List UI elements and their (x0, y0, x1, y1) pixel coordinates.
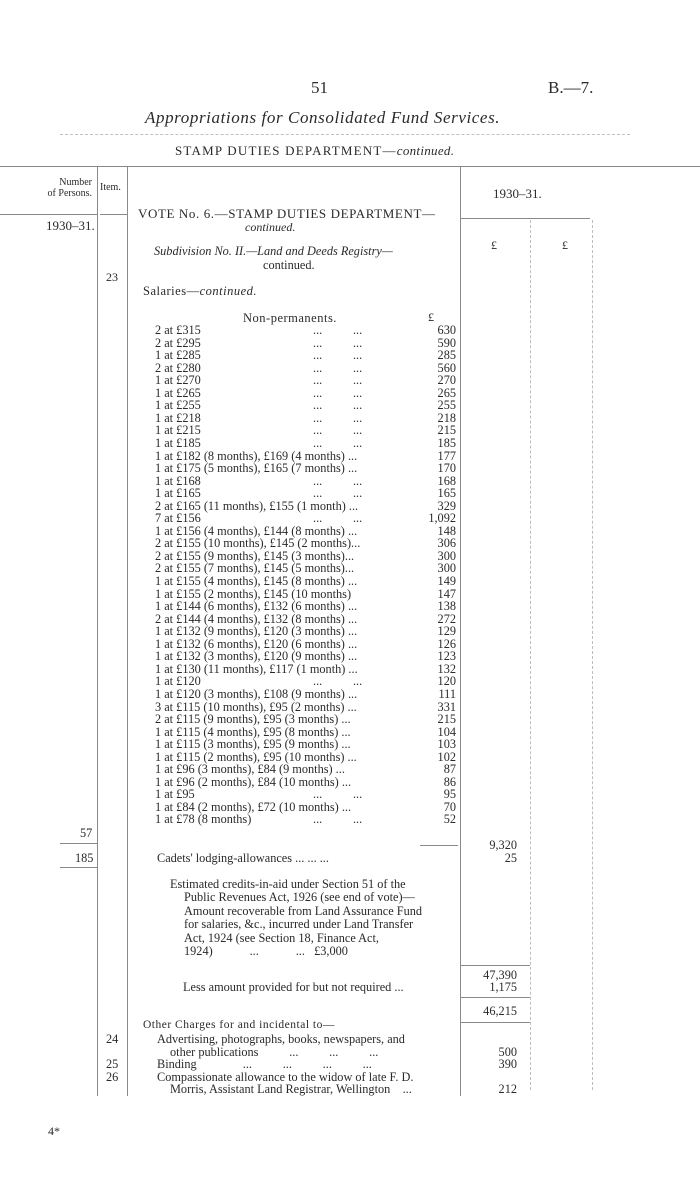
salary-row-amount: 177 (437, 448, 456, 463)
other-charge-text: Morris, Assistant Land Registrar, Wellington ... (170, 1082, 412, 1097)
less-label: Less amount provided for but not required ... (183, 980, 404, 994)
salary-row-amount: 123 (437, 649, 456, 664)
col-divider-amount-dashed (530, 220, 531, 1090)
salary-row-amount: 329 (437, 498, 456, 513)
subtotal-rule (460, 965, 530, 966)
salary-row-label: 1 at £215 (155, 423, 201, 438)
salary-row-label: 1 at £218 (155, 410, 201, 425)
salary-row-label: 2 at £155 (7 months), £145 (5 months)... (155, 561, 355, 576)
salary-row-amount: 87 (443, 762, 456, 777)
col-divider-right-dashed (592, 220, 593, 1090)
salary-row-label: 1 at £155 (4 months), £145 (8 months) ... (155, 574, 358, 588)
salary-row-amount: 215 (437, 423, 456, 438)
net-total-rule-top (460, 997, 530, 998)
salary-row-amount: 149 (437, 574, 456, 588)
salary-row-label: 1 at £155 (2 months), £145 (10 months) (155, 586, 352, 601)
col-divider-amount (460, 166, 461, 1096)
salary-row-label: 1 at £84 (2 months), £72 (10 months) ... (155, 799, 352, 814)
other-charge-amount: 390 (498, 1057, 517, 1072)
salary-row-label: 1 at £156 (4 months), £144 (8 months) ... (155, 523, 358, 538)
department-heading: STAMP DUTIES DEPARTMENT—continued. (175, 143, 455, 158)
salary-row-leader: ... ... (313, 373, 363, 388)
salary-row-label: 1 at £130 (11 months), £117 (1 month) ... (155, 661, 358, 676)
salary-row-amount: 168 (437, 473, 456, 488)
salary-row-leader: ... ... (313, 435, 363, 450)
salary-row-label: 1 at £255 (155, 398, 201, 413)
credits-line: Amount recoverable from Land Assurance Fund (184, 903, 423, 918)
cadets-amount: 25 (504, 851, 517, 865)
salary-row-amount: 272 (437, 611, 456, 626)
other-charge-item-number: 24 (106, 1032, 119, 1046)
salary-row-amount: 270 (437, 373, 456, 388)
salary-row-amount: 120 (437, 674, 456, 689)
credits-line: Act, 1924 (see Section 18, Finance Act, (184, 930, 379, 945)
salary-row-label: 1 at £285 (155, 348, 201, 363)
salary-row-amount: 255 (437, 398, 456, 413)
other-charges-heading: Other Charges for and incidental to— (143, 1019, 335, 1031)
salary-row-amount: 129 (437, 624, 456, 639)
header-year-right: 1930–31. (493, 186, 542, 201)
report-code: B.—7. (548, 78, 594, 97)
other-charge-item-number: 25 (106, 1057, 119, 1072)
non-permanents-heading: Non-permanents. (243, 311, 337, 325)
salary-row-amount: 300 (437, 548, 456, 563)
salary-row-label: 1 at £175 (5 months), £165 (7 months) ... (155, 461, 358, 476)
non-permanents-pound: £ (428, 310, 434, 324)
salary-row-label: 7 at £156 (155, 511, 201, 526)
salaries-sum-rule (420, 845, 458, 846)
salary-row-amount: 300 (437, 561, 456, 576)
salary-row-label: 2 at £165 (11 months), £155 (1 month) ... (155, 498, 359, 513)
salary-row-amount: 560 (437, 360, 456, 375)
persons-salaries: 57 (80, 826, 93, 840)
credits-line: Estimated credits-in-aid under Section 51 of the (170, 877, 406, 891)
subdivision-continued: continued. (263, 258, 315, 272)
col-divider-item (127, 166, 128, 1096)
salary-row-leader: ... ... (313, 486, 363, 501)
salary-row-label: 1 at £96 (3 months), £84 (9 months) ... (155, 762, 345, 777)
title-rule (60, 134, 630, 135)
salary-row-label: 1 at £120 (155, 674, 201, 689)
cadets-label: Cadets' lodging-allowances ... ... ... (157, 851, 329, 865)
subtotal: 47,390 (483, 968, 517, 982)
footer-mark: 4* (48, 1124, 60, 1138)
salary-row-amount: 86 (443, 774, 456, 789)
salary-row-amount: 170 (437, 461, 456, 476)
salaries-total: 9,320 (489, 838, 517, 852)
salary-row-label: 1 at £265 (155, 385, 201, 400)
salary-row-amount: 331 (437, 699, 456, 714)
page-number: 51 (311, 78, 328, 97)
salary-row-label: 1 at £115 (4 months), £95 (8 months) ... (155, 724, 351, 739)
salary-row-amount: 147 (437, 586, 456, 601)
salary-row-amount: 148 (437, 523, 456, 538)
salary-row-amount: 104 (437, 724, 456, 739)
salary-row-label: 1 at £270 (155, 373, 201, 388)
salary-row-leader: ... ... (313, 323, 363, 337)
other-charge-text: Compassionate allowance to the widow of late F. D. (157, 1069, 414, 1084)
salary-row-label: 1 at £132 (6 months), £120 (6 months) ... (155, 636, 358, 651)
salary-row-leader: ... ... (313, 674, 363, 689)
less-amount: 1,175 (489, 980, 517, 994)
salary-row-amount: 285 (437, 348, 456, 363)
year-right-rule (460, 218, 590, 219)
salary-row-amount: 215 (437, 712, 456, 727)
salary-row-label: 2 at £115 (9 months), £95 (3 months) ... (155, 712, 351, 727)
salary-row-amount: 95 (443, 787, 456, 802)
credits-in-aid-note (170, 878, 454, 958)
salary-row-leader: ... ... (313, 812, 363, 827)
salary-row-amount: 165 (437, 486, 456, 501)
salary-row-label: 2 at £295 (155, 335, 201, 350)
salary-row-label: 1 at £95 (155, 787, 195, 802)
other-charge-text: Binding ... ... ... ... (157, 1057, 372, 1072)
salary-row-label: 1 at £132 (9 months), £120 (3 months) ... (155, 624, 358, 639)
persons-total: 185 (75, 851, 94, 865)
salary-row (155, 813, 460, 826)
salary-row-label: 3 at £115 (10 months), £95 (2 months) ... (155, 699, 357, 714)
salary-row-leader: ... ... (313, 385, 363, 400)
persons-header-rule (0, 214, 97, 215)
salary-row-label: 1 at £165 (155, 486, 201, 501)
salary-row-amount: 132 (437, 661, 456, 676)
salary-row-leader: ... ... (313, 360, 363, 375)
col-divider-persons (97, 166, 98, 1096)
salary-row-amount: 70 (443, 799, 456, 814)
salary-row-label: 2 at £144 (4 months), £132 (8 months) ... (155, 611, 358, 626)
persons-total-rule (60, 867, 97, 868)
salary-row-leader: ... ... (313, 410, 363, 425)
page-title: Appropriations for Consolidated Fund Services. (145, 108, 501, 127)
salary-row-amount: 265 (437, 385, 456, 400)
salary-row-leader: ... ... (313, 398, 363, 413)
salary-row-label: 1 at £168 (155, 473, 201, 488)
credits-line: Public Revenues Act, 1926 (see end of vote)— (184, 890, 415, 905)
salary-row-amount: 306 (437, 536, 456, 551)
salary-row-amount: 1,092 (428, 511, 456, 526)
salary-row-label: 1 at £120 (3 months), £108 (9 months) ... (155, 686, 358, 701)
salary-row-label: 2 at £280 (155, 360, 201, 375)
net-total-rule-bottom (460, 1022, 530, 1023)
salary-row-amount: 185 (437, 435, 456, 450)
salary-row-amount: 52 (443, 812, 456, 827)
vote-title: VOTE No. 6.—STAMP DUTIES DEPARTMENT— (138, 206, 436, 221)
salary-row-leader: ... ... (313, 348, 363, 363)
salary-row-leader: ... ... (313, 335, 363, 350)
other-charge-item-number: 26 (106, 1069, 119, 1084)
net-total: 46,215 (483, 1004, 517, 1018)
salary-row-leader: ... ... (313, 423, 363, 438)
salary-row-amount: 126 (437, 636, 456, 651)
salary-row-label: 1 at £96 (2 months), £84 (10 months) ... (155, 774, 352, 789)
credits-line: 1924) ... ... £3,000 (184, 944, 348, 959)
salary-row-amount: 218 (437, 410, 456, 425)
salary-row-amount: 103 (437, 737, 456, 752)
salary-row-label: 1 at £182 (8 months), £169 (4 months) ... (155, 448, 358, 463)
salary-row (155, 437, 460, 450)
salary-row (155, 776, 460, 789)
pound-right: £ (562, 238, 568, 252)
salary-row-amount: 630 (437, 323, 456, 337)
salary-row-label: 1 at £144 (6 months), £132 (6 months) ... (155, 599, 358, 614)
subdivision-title: Subdivision No. II.—Land and Deeds Registry— (154, 244, 393, 258)
table-top-rule (0, 166, 700, 167)
other-charge-text: Advertising, photographs, books, newspapers, and (157, 1032, 405, 1046)
salary-row-label: 2 at £155 (9 months), £145 (3 months)... (155, 548, 355, 563)
credits-line: for salaries, &c., incurred under Land Transfer (184, 917, 414, 932)
salary-row-label: 1 at £185 (155, 435, 201, 450)
salary-row-amount: 138 (437, 599, 456, 614)
header-number-of-persons: Number of Persons. (47, 177, 92, 199)
header-year-left: 1930–31. (46, 218, 95, 233)
salary-row-leader: ... ... (313, 473, 363, 488)
salary-row-leader: ... ... (313, 787, 363, 802)
salary-row-amount: 111 (438, 686, 456, 701)
salary-row-label: 1 at £132 (3 months), £120 (9 months) ... (155, 649, 358, 664)
vote-title-continued: continued. (245, 220, 296, 234)
salary-row-amount: 590 (437, 335, 456, 350)
pound-left: £ (491, 238, 497, 252)
salary-row-label: 1 at £115 (2 months), £95 (10 months) ... (155, 749, 357, 764)
other-charge-amount: 212 (498, 1082, 517, 1097)
salaries-heading: Salaries—continued. (143, 284, 257, 298)
header-item: Item. (100, 182, 121, 193)
other-charge-amount: 500 (498, 1044, 517, 1059)
salary-row-amount: 102 (437, 749, 456, 764)
salary-row-leader: ... ... (313, 511, 363, 526)
persons-sum-rule (60, 843, 97, 844)
salary-row-label: 1 at £115 (3 months), £95 (9 months) ... (155, 737, 351, 752)
salary-row-label: 1 at £78 (8 months) (155, 812, 252, 827)
item-header-rule (100, 214, 127, 215)
item-number-salaries: 23 (106, 270, 118, 284)
salary-row-label: 2 at £315 (155, 323, 201, 337)
other-charge-text: other publications ... ... ... (170, 1044, 379, 1059)
salary-row (155, 688, 460, 701)
salary-row-label: 2 at £155 (10 months), £145 (2 months)... (155, 536, 361, 551)
